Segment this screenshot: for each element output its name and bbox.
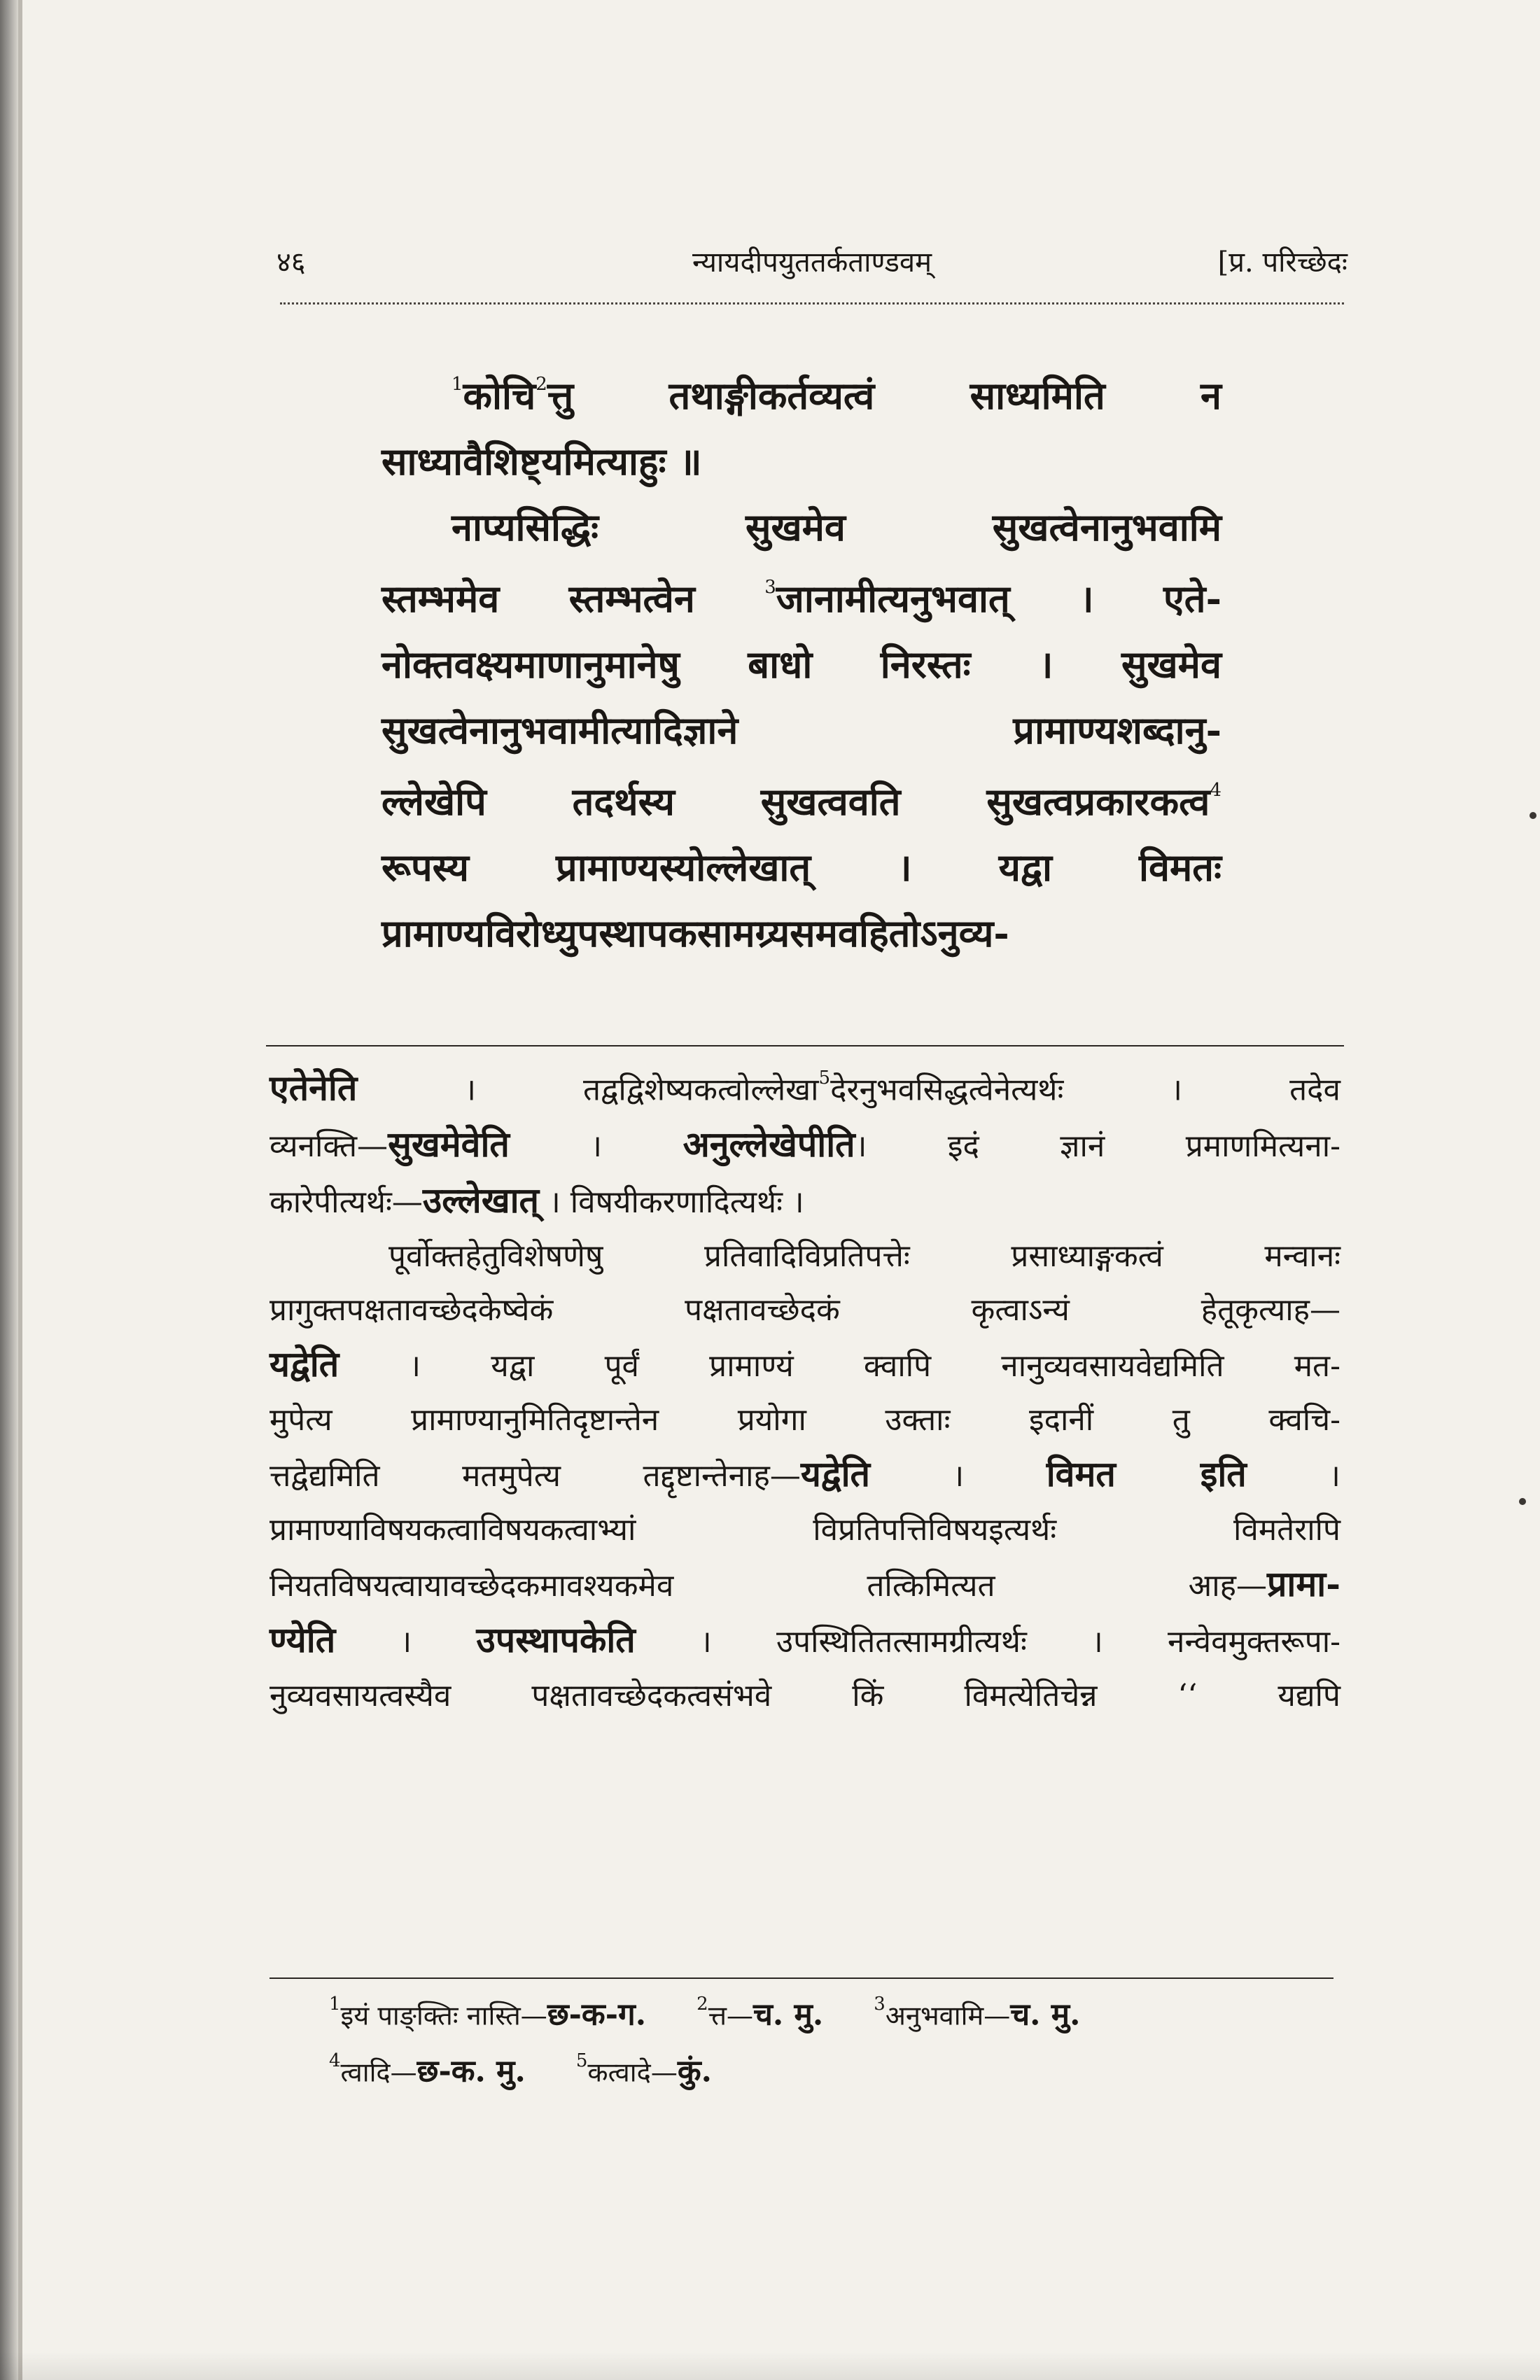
- commentary-line: व्यनक्ति—सुखमेवेति । अनुल्लेखेपीति। इदं ज्ञानं प्रमाणमित्यना-: [270, 1123, 1340, 1165]
- main-line: सुखत्वेनानुभवामीत्यादिज्ञाने प्रामाण्यशब्दानु-: [382, 708, 1222, 752]
- header-divider: [280, 302, 1344, 304]
- main-line: स्तम्भमेव स्तम्भत्वेन $^3$जानामीत्यनुभवात् । एते-: [382, 576, 1222, 621]
- commentary-line: एतेनेति । तद्वद्विशेष्यकत्वोल्लेखा$^5$देरनुभवसिद्धत्वेनेत्यर्थः । तदेव: [270, 1067, 1340, 1109]
- main-line: नोक्तवक्ष्यमाणानुमानेषु बाधो निरस्तः । सुखमेव: [382, 642, 1222, 687]
- commentary-line: ण्येति । उपस्थापकेति । उपस्थितितत्सामग्रीत्यर्थः । नन्वेवमुक्तरूपा-: [270, 1618, 1340, 1660]
- main-line: ल्लेखेपि तदर्थस्य सुखत्ववति सुखत्वप्रकारकत्व$^4$: [382, 779, 1222, 824]
- commentary-line: नुव्यवसायत्वस्यैव पक्षतावच्छेदकत्वसंभवे किं विमत्येतिचेन्न ‘‘ यद्यपि: [270, 1677, 1340, 1714]
- main-line: साध्यावैशिष्ट्यमित्याहुः ॥: [382, 439, 702, 484]
- commentary-line: प्रागुक्तपक्षतावच्छेदकेष्वेकं पक्षतावच्छेदकं कृत्वाऽन्यं हेतूकृत्याह—: [270, 1292, 1340, 1328]
- commentary-line: मुपेत्य प्रामाण्यानुमितिदृष्टान्तेन प्रयोगा उक्ताः इदानीं तु क्वचि-: [270, 1401, 1340, 1438]
- footnote-number: 2: [696, 1994, 708, 2015]
- commentary-line: त्तद्वेद्यमिति मतमुपेत्य तद्दृष्टान्तेनाह—यद्वेति । विमत इति ।: [270, 1452, 1340, 1494]
- text-commentary-divider: [266, 1045, 1344, 1046]
- footnote-marker: 3: [764, 577, 776, 598]
- main-text: [382, 357, 1222, 966]
- running-header: [276, 241, 1348, 284]
- main-line: $^1$कोचि$^2$त्तु तथाङ्गीकर्तव्यत्वं साध्यमिति न: [451, 373, 1222, 418]
- main-line: नाप्यसिद्धिः सुखमेव सुखत्वेनानुभवामि: [451, 505, 1222, 550]
- footnote-number: 4: [329, 2050, 341, 2071]
- commentary-line: प्रामाण्याविषयकत्वाविषयकत्वाभ्यां विप्रतिपत्तिविषयइत्यर्थः विमतेरापि: [270, 1511, 1340, 1548]
- page-number: ४६: [276, 246, 306, 279]
- footnote-line: $^1$इयं पाङ्क्तिः नास्ति—छ-क-ग. $^2$त्त—च. मु. $^3$अनुभवामि—च. मु.: [329, 1994, 1081, 2033]
- footnote-number: 1: [329, 1994, 341, 2015]
- commentary-line: कारेपीत्यर्थः—उल्लेखात् । विषयीकरणादित्यर्थः ।: [270, 1179, 804, 1221]
- book-title: न्यायदीपयुततर्कताण्डवम्: [692, 246, 932, 279]
- ink-speck: [1530, 812, 1536, 819]
- commentary: [270, 1057, 1340, 1723]
- ink-speck: [1519, 1498, 1526, 1505]
- footnote-marker: 4: [1210, 780, 1222, 801]
- footnote-number: 3: [874, 1994, 886, 2015]
- page-shadow: [0, 2352, 1540, 2380]
- main-line: रूपस्य प्रामाण्यस्योल्लेखात् । यद्वा विमतः: [382, 845, 1222, 890]
- footnotes: [329, 1984, 1337, 2097]
- commentary-line: यद्वेति । यद्वा पूर्वं प्रामाण्यं क्वापि नानुव्यवसायवेद्यमिति मत-: [270, 1343, 1340, 1385]
- footnote-line: $^4$त्वादि—छ-क. मु. $^5$कत्वादे—कुं.: [329, 2050, 712, 2090]
- footnote-divider: [270, 1977, 1334, 1979]
- page-binding-edge: [0, 0, 18, 2380]
- section-label: [प्र. परिच्छेदः: [1217, 246, 1348, 279]
- commentary-line: पूर्वोक्तहेतुविशेषणेषु प्रतिवादिविप्रतिपत्तेः प्रसाध्याङ्गकत्वं मन्वानः: [388, 1238, 1340, 1274]
- footnote-marker: 2: [536, 374, 547, 395]
- footnote-number: 5: [575, 2050, 588, 2071]
- footnote-marker: 5: [818, 1068, 831, 1088]
- commentary-line: नियतविषयत्वायावच्छेदकमावश्यकमेव तत्किमित्यत आह—प्रामा-: [270, 1562, 1340, 1604]
- footnote-marker: 1: [451, 374, 463, 395]
- main-line: प्रामाण्यविरोध्युपस्थापकसामग्र्यसमवहितोऽनुव्य-: [382, 911, 1009, 955]
